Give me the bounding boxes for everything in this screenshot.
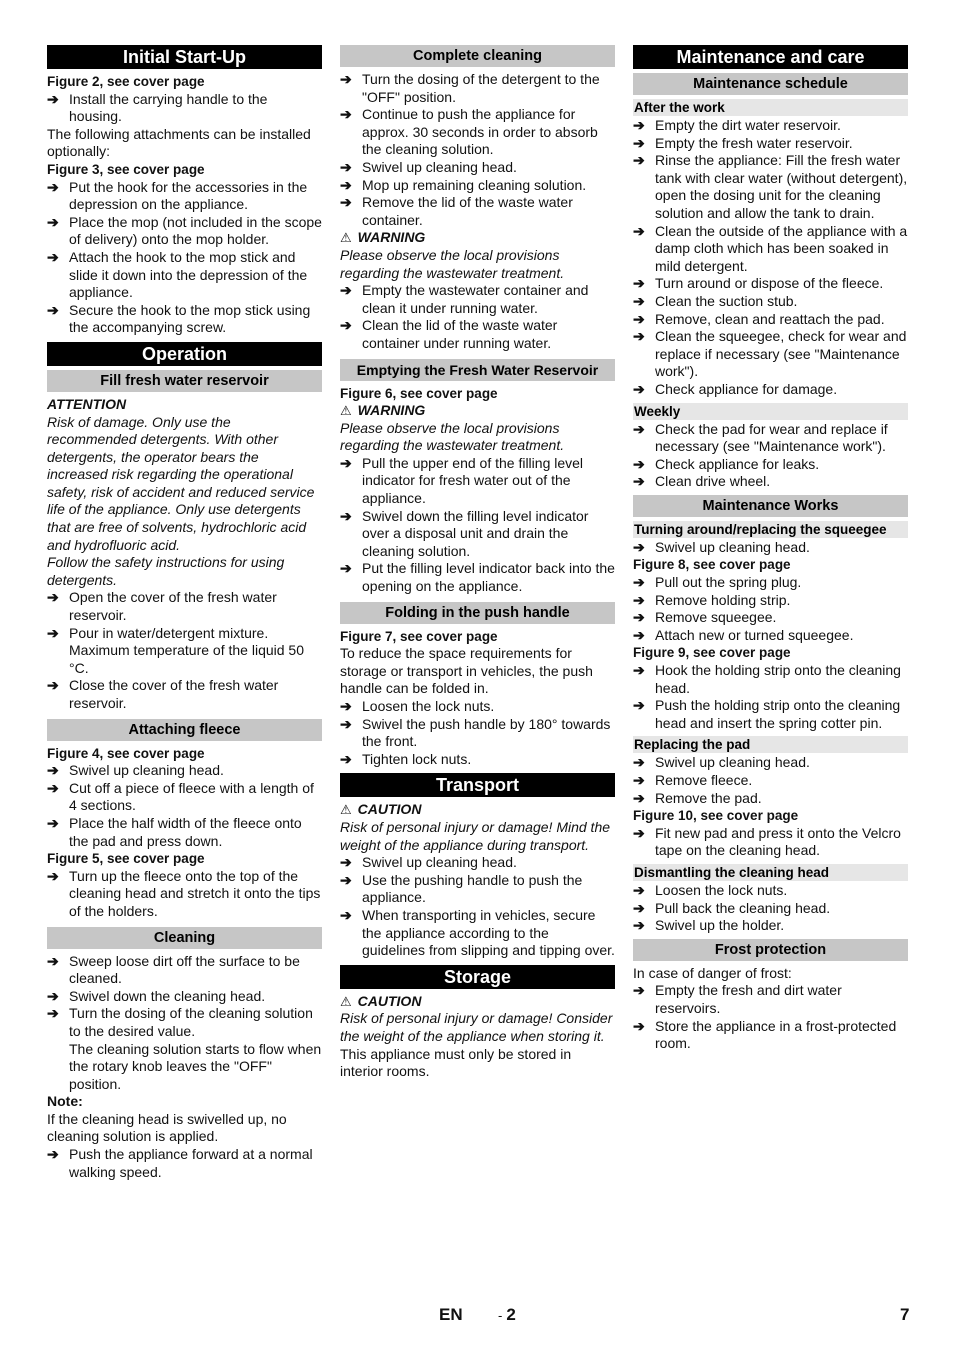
instruction-step [633,790,908,808]
arrow-icon: ➔ [633,420,645,437]
arrow-icon: ➔ [633,292,645,309]
step-text: Clean the lid of the waste water container under running water. [362,317,558,351]
instruction-step [47,302,322,337]
instruction-step [47,677,322,712]
subsection-heading-complete-cleaning: Complete cleaning [340,45,615,67]
instruction-step [47,1146,322,1181]
caution-label: CAUTION [357,801,422,818]
step-text: When transporting in vehicles, secure the appliance according to the guidelines from slipping and tipping over. [362,906,615,959]
instruction-step [633,1018,908,1053]
step-text: Swivel up cleaning head. [362,158,517,175]
attention-text: Risk of damage. Only use the recommended detergents. With other detergents, the operator bears the increased risk regarding the operational safety, risk of accident and reduced service life of the appliance. Only use detergents that are free of solvents, hydrochloric acid and hydrofluoric acid. [47,413,315,553]
arrow-icon: ➔ [633,754,645,771]
instruction-step [47,589,322,624]
figure-reference: Figure 4, see cover page [47,745,205,761]
column-1 [47,45,322,1181]
subsection-heading-fill-fresh-water: Fill fresh water reservoir [47,370,322,392]
instruction-step [633,917,908,935]
instruction-step [633,311,908,329]
arrow-icon: ➔ [340,906,352,923]
step-text: Rinse the appliance: Fill the fresh water tank with clear water (without detergent), open the dosing unit for the cleaning solution and allow the tank to drain. [655,152,908,221]
arrow-icon: ➔ [340,871,352,888]
arrow-icon: ➔ [340,194,352,211]
instruction-step [633,223,908,276]
step-text: Empty the fresh and dirt water reservoirs. [655,982,842,1016]
instruction-step [633,592,908,610]
arrow-icon: ➔ [47,589,59,606]
step-text: Loosen the lock nuts. [655,881,788,898]
instruction-step [340,751,615,769]
arrow-icon: ➔ [633,455,645,472]
arrow-icon: ➔ [633,917,645,934]
caution-heading [340,993,615,1011]
step-text: Loosen the lock nuts. [362,698,495,714]
instruction-step [47,179,322,214]
subsection-heading-attaching-fleece: Attaching fleece [47,719,322,741]
subheading-dismantling: Dismantling the cleaning head [633,864,908,881]
section-heading-maintenance-and-care: Maintenance and care [633,45,908,69]
instruction-step [340,508,615,561]
step-text: Push the holding strip onto the cleaning head and insert the spring cotter pin. [655,697,901,731]
arrow-icon: ➔ [47,952,59,969]
step-text: Swivel down the cleaning head. [69,987,266,1004]
arrow-icon: ➔ [633,772,645,788]
arrow-icon: ➔ [633,899,645,916]
warning-label: WARNING [357,402,426,419]
warning-triangle-icon: ⚠ [340,403,352,419]
instruction-step [633,135,908,153]
arrow-icon: ➔ [633,824,645,841]
arrow-icon: ➔ [633,328,645,345]
page-indicator [498,1306,516,1325]
step-text: Swivel up the holder. [655,917,785,934]
arrow-icon: ➔ [340,507,352,524]
arrow-icon: ➔ [633,275,645,292]
arrow-icon: ➔ [47,762,59,779]
figure-reference: Figure 3, see cover page [47,161,205,177]
warning-label: WARNING [357,229,426,246]
step-text: Pull the upper end of the filling level indicator for fresh water out of the appliance. [362,454,584,507]
instruction-step [633,328,908,381]
caution-label: CAUTION [357,992,422,1009]
step-text: Hook the holding strip onto the cleaning head. [655,662,901,696]
step-text: Swivel up cleaning head. [655,754,810,771]
step-text: Swivel the push handle by 180° towards the front. [362,715,611,750]
arrow-icon: ➔ [633,609,645,626]
arrow-icon: ➔ [340,715,352,732]
instruction-step [47,91,322,126]
step-text: Attach the hook to the mop stick and slide it down into the depression of the appliance. [69,248,308,301]
subheading-squeegee: Turning around/replacing the squeegee [633,521,908,538]
step-text: Turn the dosing of the cleaning solution to the desired value. [69,1005,313,1039]
step-text: Pull back the cleaning head. [655,899,831,916]
arrow-icon: ➔ [340,750,352,767]
instruction-step [47,214,322,249]
paragraph: In case of danger of frost: [633,964,792,981]
instruction-step [633,900,908,918]
instruction-step [633,825,908,860]
safety-text: Follow the safety instructions for using detergents. [47,554,285,588]
instruction-step [633,609,908,627]
instruction-step [633,539,908,557]
subsection-heading-folding-push-handle: Folding in the push handle [340,602,615,624]
arrow-icon: ➔ [633,982,645,999]
arrow-icon: ➔ [47,987,59,1004]
step-text: Remove fleece. [655,772,753,788]
subsection-heading-maintenance-schedule: Maintenance schedule [633,73,908,95]
instruction-step [340,159,615,177]
figure-reference: Figure 6, see cover page [340,385,498,401]
figure-reference: Figure 5, see cover page [47,851,205,867]
note-label: Note: [47,1093,83,1110]
step-text: Turn around or dispose of the fleece. [655,275,884,292]
arrow-icon: ➔ [633,697,645,714]
step-text: Remove the lid of the waste water container. [362,194,573,228]
step-text: Swivel down the filling level indicator over a disposal unit and drain the cleaning solution. [362,507,589,559]
arrow-icon: ➔ [340,854,352,871]
instruction-step [340,194,615,229]
section-heading-operation: Operation [47,342,322,366]
caution-text: Risk of personal injury or damage! Mind the weight of the appliance during transport. [340,818,611,853]
instruction-step [633,473,908,491]
step-text: Empty the fresh water reservoir. [655,134,853,151]
arrow-icon: ➔ [340,158,352,175]
instruction-step [633,772,908,790]
instruction-step [340,907,615,960]
figure-reference: Figure 2, see cover page [47,74,205,89]
step-text: Clean the squeegee, check for wear and replace if necessary (see "Maintenance work"). [655,328,907,380]
page-footer [0,1306,954,1328]
step-text: Check the pad for wear and replace if necessary (see "Maintenance work"). [655,420,888,455]
column-2 [340,45,615,1081]
instruction-step [633,882,908,900]
step-text: Remove the pad. [655,789,762,806]
step-text: Cut off a piece of fleece with a length of 4 sections. [69,779,314,814]
step-text: Swivel up cleaning head. [655,538,810,555]
subsection-heading-frost-protection: Frost protection [633,939,908,961]
step-text: Mop up remaining cleaning solution. [362,176,587,193]
instruction-step [340,455,615,508]
step-text: Continue to push the appliance for approx. 30 seconds in order to absorb the cleaning solution. [362,106,598,158]
caution-text: Risk of personal injury or damage! Consider the weight of the appliance when storing it. [340,1010,613,1044]
paragraph: The following attachments can be installed optionally: [47,125,311,160]
language-code: EN [439,1305,463,1324]
instruction-step [47,625,322,678]
instruction-step [633,152,908,222]
instruction-step [633,627,908,645]
page-dash: - [498,1308,503,1323]
arrow-icon: ➔ [47,677,59,694]
subheading-weekly: Weekly [633,403,908,420]
arrow-icon: ➔ [633,881,645,898]
instruction-step [633,754,908,772]
section-page-number: 2 [506,1305,516,1324]
arrow-icon: ➔ [47,301,59,318]
figure-reference: Figure 9, see cover page [633,645,791,661]
arrow-icon: ➔ [340,176,352,193]
warning-triangle-icon: ⚠ [340,993,352,1009]
section-heading-initial-start-up: Initial Start-Up [47,45,322,69]
step-text: Swivel up cleaning head. [69,762,224,779]
step-text: Put the hook for the accessories in the depression on the appliance. [69,178,308,213]
arrow-icon: ➔ [47,814,59,831]
arrow-icon: ➔ [633,789,645,806]
step-text: Tighten lock nuts. [362,750,472,767]
instruction-step [47,988,322,1006]
arrow-icon: ➔ [47,624,59,641]
step-text: Pull out the spring plug. [655,574,802,591]
step-text: Clean the suction stub. [655,292,798,309]
figure-reference: Figure 7, see cover page [340,628,498,644]
page-number: 7 [900,1305,910,1324]
instruction-step [47,780,322,815]
arrow-icon: ➔ [633,1017,645,1034]
instruction-step [340,560,615,595]
arrow-icon: ➔ [340,317,352,334]
instruction-step [633,574,908,592]
step-text: Close the cover of the fresh water reservoir. [69,677,279,711]
step-text: Store the appliance in a frost-protected room. [655,1017,897,1052]
arrow-icon: ➔ [340,454,352,471]
step-text: Place the mop (not included in the scope of delivery) onto the mop holder. [69,213,322,248]
arrow-icon: ➔ [633,626,645,643]
arrow-icon: ➔ [633,152,645,169]
step-text: Attach new or turned squeegee. [655,626,854,643]
instruction-step [633,662,908,697]
warning-triangle-icon: ⚠ [340,230,352,246]
step-text: Install the carrying handle to the housing. [69,90,268,125]
arrow-icon: ➔ [47,90,59,107]
step-text: Turn the dosing of the detergent to the "OFF" position. [362,71,600,105]
paragraph: This appliance must only be stored in interior rooms. [340,1045,572,1080]
instruction-step [633,982,908,1017]
arrow-icon: ➔ [340,106,352,123]
instruction-step [47,249,322,302]
arrow-icon: ➔ [633,117,645,133]
step-text: Empty the dirt water reservoir. [655,117,841,133]
arrow-icon: ➔ [633,222,645,239]
warning-text: Please observe the local provisions regarding the wastewater treatment. [340,246,565,281]
caution-heading [340,801,615,819]
step-text: Check appliance for damage. [655,380,838,397]
warning-triangle-icon: ⚠ [340,802,352,818]
step-detail: The cleaning solution starts to flow when the rotary knob leaves the "OFF" position. [69,1040,322,1092]
arrow-icon: ➔ [47,178,59,195]
arrow-icon: ➔ [633,662,645,679]
instruction-step [633,381,908,399]
subheading-replacing-pad: Replacing the pad [633,736,908,753]
subsection-heading-cleaning: Cleaning [47,927,322,949]
step-text: Turn up the fleece onto the top of the cleaning head and stretch it onto the tips of the holders. [69,867,321,919]
section-heading-transport: Transport [340,773,615,797]
instruction-step [47,762,322,780]
instruction-step [47,953,322,988]
instruction-step [340,698,615,716]
paragraph: To reduce the space requirements for storage or transport in vehicles, the push handle can be folded in. [340,645,593,697]
arrow-icon: ➔ [633,134,645,151]
instruction-step [340,854,615,872]
warning-heading [340,402,615,420]
arrow-icon: ➔ [633,310,645,327]
figure-reference: Figure 10, see cover page [633,808,799,824]
step-text: Pour in water/detergent mixture. Maximum temperature of the liquid 50 °C. [69,624,304,676]
column-3 [633,45,908,1053]
figure-reference: Figure 8, see cover page [633,557,791,573]
subsection-heading-emptying-fresh-water: Emptying the Fresh Water Reservoir [340,359,615,381]
instruction-step [633,275,908,293]
arrow-icon: ➔ [340,71,352,87]
instruction-step [340,106,615,159]
instruction-step [340,872,615,907]
step-text: Place the half width of the fleece onto the pad and press down. [69,814,302,849]
step-text: Remove holding strip. [655,591,791,608]
arrow-icon: ➔ [47,867,59,884]
note-text: If the cleaning head is swivelled up, no cleaning solution is applied. [47,1110,287,1145]
arrow-icon: ➔ [47,213,59,230]
step-text: Secure the hook to the mop stick using the accompanying screw. [69,301,311,336]
attention-label: ATTENTION [47,395,127,412]
step-text: Remove squeegee. [655,609,777,626]
step-text: Sweep loose dirt off the surface to be cleaned. [69,952,300,987]
instruction-step [340,716,615,751]
step-text: Put the filling level indicator back into the opening on the appliance. [362,560,615,595]
arrow-icon: ➔ [633,574,645,591]
instruction-step [633,117,908,135]
instruction-step [47,1005,322,1040]
step-text: Use the pushing handle to push the appliance. [362,871,583,906]
arrow-icon: ➔ [633,538,645,555]
step-text: Clean drive wheel. [655,473,771,490]
instruction-step [340,317,615,352]
step-text: Fit new pad and press it onto the Velcro tape on the cleaning head. [655,824,901,859]
instruction-step [340,71,615,106]
step-text: Open the cover of the fresh water reservoir. [69,589,277,624]
arrow-icon: ➔ [47,1146,59,1163]
instruction-step [340,282,615,317]
arrow-icon: ➔ [340,560,352,577]
instruction-step [633,697,908,732]
section-heading-storage: Storage [340,965,615,989]
arrow-icon: ➔ [47,1005,59,1022]
arrow-icon: ➔ [633,380,645,397]
instruction-step [47,815,322,850]
warning-text: Please observe the local provisions regarding the wastewater treatment. [340,419,565,454]
instruction-step [340,177,615,195]
instruction-step [633,293,908,311]
step-text: Push the appliance forward at a normal walking speed. [69,1146,313,1180]
arrow-icon: ➔ [633,473,645,490]
subheading-after-the-work: After the work [633,99,908,116]
instruction-step [633,456,908,474]
subsection-heading-maintenance-works: Maintenance Works [633,495,908,517]
arrow-icon: ➔ [633,591,645,608]
step-text: Empty the wastewater container and clean it under running water. [362,282,589,316]
arrow-icon: ➔ [340,698,352,714]
step-text: Check appliance for leaks. [655,455,820,472]
instruction-step [633,421,908,456]
instruction-step [47,868,322,921]
step-text: Remove, clean and reattach the pad. [655,310,885,327]
arrow-icon: ➔ [340,282,352,299]
step-text: Swivel up cleaning head. [362,854,517,871]
warning-heading [340,229,615,247]
arrow-icon: ➔ [47,248,59,265]
step-text: Clean the outside of the appliance with a damp cloth which has been soaked in mild detergent. [655,222,908,274]
arrow-icon: ➔ [47,779,59,796]
